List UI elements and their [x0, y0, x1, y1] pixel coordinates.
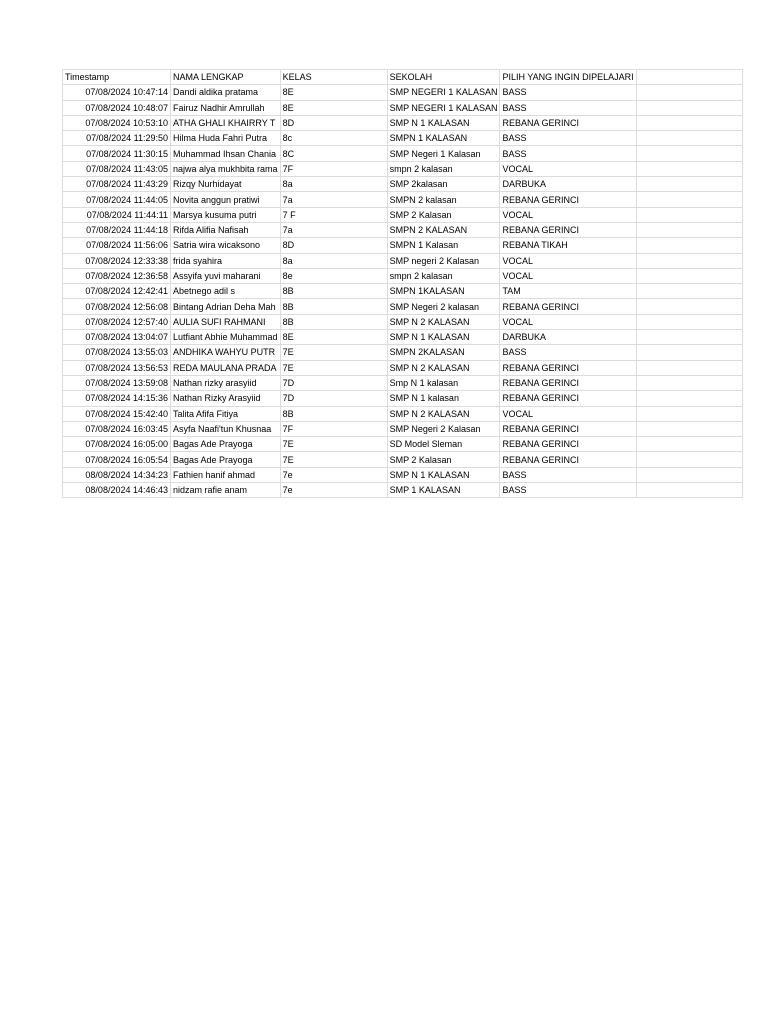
- table-row: [63, 467, 743, 482]
- empty-cell: [636, 222, 742, 237]
- class-cell: 7a: [280, 222, 387, 237]
- school-cell: SMPN 1 Kalasan: [387, 238, 500, 253]
- empty-cell: [636, 467, 742, 482]
- timestamp-cell: 07/08/2024 11:44:05: [63, 192, 171, 207]
- table-row: [63, 437, 743, 452]
- timestamp-cell: 07/08/2024 11:44:18: [63, 222, 171, 237]
- table-row: [63, 330, 743, 345]
- class-cell: 8e: [280, 268, 387, 283]
- name-cell: Talita Afifa Fitiya: [171, 406, 281, 421]
- table-row: [63, 161, 743, 176]
- name-cell: Bagas Ade Prayoga: [171, 437, 281, 452]
- class-cell: 8a: [280, 253, 387, 268]
- school-cell: SMP N 2 KALASAN: [387, 360, 500, 375]
- timestamp-cell: 07/08/2024 16:05:00: [63, 437, 171, 452]
- name-cell: Bagas Ade Prayoga: [171, 452, 281, 467]
- name-cell: Muhammad Ihsan Chania: [171, 146, 281, 161]
- timestamp-cell: 07/08/2024 16:05:54: [63, 452, 171, 467]
- table-row: [63, 421, 743, 436]
- table-row: [63, 483, 743, 498]
- name-cell: AULIA SUFI RAHMANI: [171, 314, 281, 329]
- choice-cell: REBANA TIKAH: [500, 238, 636, 253]
- timestamp-cell: 07/08/2024 10:47:14: [63, 85, 171, 100]
- empty-cell: [636, 85, 742, 100]
- empty-cell: [636, 345, 742, 360]
- choice-cell: BASS: [500, 100, 636, 115]
- name-cell: REDA MAULANA PRADA: [171, 360, 281, 375]
- class-cell: 7F: [280, 421, 387, 436]
- timestamp-cell: 07/08/2024 15:42:40: [63, 406, 171, 421]
- timestamp-cell: 07/08/2024 11:29:50: [63, 131, 171, 146]
- school-cell: SMP NEGERI 1 KALASAN: [387, 100, 500, 115]
- class-cell: 8a: [280, 177, 387, 192]
- school-cell: smpn 2 kalasan: [387, 268, 500, 283]
- name-cell: Hilma Huda Fahri Putra: [171, 131, 281, 146]
- choice-cell: BASS: [500, 467, 636, 482]
- name-cell: nidzam rafie anam: [171, 483, 281, 498]
- table-row: [63, 85, 743, 100]
- header-choice: PILIH YANG INGIN DIPELAJARI: [500, 70, 636, 85]
- timestamp-cell: 07/08/2024 12:33:38: [63, 253, 171, 268]
- choice-cell: DARBUKA: [500, 177, 636, 192]
- empty-cell: [636, 360, 742, 375]
- table-row: [63, 345, 743, 360]
- timestamp-cell: 07/08/2024 10:53:10: [63, 115, 171, 130]
- empty-cell: [636, 100, 742, 115]
- timestamp-cell: 07/08/2024 11:43:05: [63, 161, 171, 176]
- name-cell: Rifda Alifia Nafisah: [171, 222, 281, 237]
- school-cell: SMPN 1KALASAN: [387, 284, 500, 299]
- class-cell: 7E: [280, 360, 387, 375]
- table-row: [63, 238, 743, 253]
- school-cell: SMP 2 Kalasan: [387, 207, 500, 222]
- timestamp-cell: 07/08/2024 13:55:03: [63, 345, 171, 360]
- class-cell: 7a: [280, 192, 387, 207]
- name-cell: Marsya kusuma putri: [171, 207, 281, 222]
- class-cell: 8D: [280, 115, 387, 130]
- table-row: [63, 314, 743, 329]
- school-cell: Smp N 1 kalasan: [387, 375, 500, 390]
- school-cell: SMPN 2KALASAN: [387, 345, 500, 360]
- choice-cell: BASS: [500, 146, 636, 161]
- timestamp-cell: 07/08/2024 11:44:11: [63, 207, 171, 222]
- timestamp-cell: 07/08/2024 13:04:07: [63, 330, 171, 345]
- school-cell: SMP 2 Kalasan: [387, 452, 500, 467]
- class-cell: 8C: [280, 146, 387, 161]
- timestamp-cell: 07/08/2024 10:48:07: [63, 100, 171, 115]
- empty-cell: [636, 268, 742, 283]
- header-empty: [636, 70, 742, 85]
- table-row: [63, 360, 743, 375]
- timestamp-cell: 07/08/2024 13:59:08: [63, 375, 171, 390]
- school-cell: SMPN 2 KALASAN: [387, 222, 500, 237]
- choice-cell: VOCAL: [500, 314, 636, 329]
- choice-cell: REBANA GERINCI: [500, 375, 636, 390]
- table-row: [63, 452, 743, 467]
- header-timestamp: Timestamp: [63, 70, 171, 85]
- table-row: [63, 284, 743, 299]
- choice-cell: REBANA GERINCI: [500, 222, 636, 237]
- table-row: [63, 391, 743, 406]
- choice-cell: REBANA GERINCI: [500, 192, 636, 207]
- empty-cell: [636, 177, 742, 192]
- school-cell: SMP 1 KALASAN: [387, 483, 500, 498]
- table-row: [63, 375, 743, 390]
- class-cell: 7e: [280, 483, 387, 498]
- table-row: [63, 207, 743, 222]
- empty-cell: [636, 375, 742, 390]
- class-cell: 8B: [280, 299, 387, 314]
- header-name: NAMA LENGKAP: [171, 70, 281, 85]
- name-cell: Bintang Adrian Deha Mah: [171, 299, 281, 314]
- name-cell: Dandi aldika pratama: [171, 85, 281, 100]
- choice-cell: REBANA GERINCI: [500, 115, 636, 130]
- name-cell: frida syahira: [171, 253, 281, 268]
- header-school: SEKOLAH: [387, 70, 500, 85]
- school-cell: SMPN 1 KALASAN: [387, 131, 500, 146]
- header-row: [63, 70, 743, 85]
- choice-cell: BASS: [500, 131, 636, 146]
- choice-cell: VOCAL: [500, 253, 636, 268]
- table-row: [63, 268, 743, 283]
- table-body: [63, 70, 743, 498]
- school-cell: SMP N 1 KALASAN: [387, 467, 500, 482]
- class-cell: 7E: [280, 345, 387, 360]
- header-class: KELAS: [280, 70, 387, 85]
- choice-cell: VOCAL: [500, 406, 636, 421]
- table-row: [63, 299, 743, 314]
- timestamp-cell: 07/08/2024 11:43:29: [63, 177, 171, 192]
- empty-cell: [636, 391, 742, 406]
- name-cell: Nathan Rizky Arasyiid: [171, 391, 281, 406]
- name-cell: najwa alya mukhbita rama: [171, 161, 281, 176]
- empty-cell: [636, 207, 742, 222]
- class-cell: 7D: [280, 375, 387, 390]
- empty-cell: [636, 115, 742, 130]
- timestamp-cell: 08/08/2024 14:46:43: [63, 483, 171, 498]
- table-row: [63, 131, 743, 146]
- timestamp-cell: 07/08/2024 12:57:40: [63, 314, 171, 329]
- class-cell: 8D: [280, 238, 387, 253]
- choice-cell: REBANA GERINCI: [500, 360, 636, 375]
- class-cell: 7e: [280, 467, 387, 482]
- name-cell: Fairuz Nadhir Amrullah: [171, 100, 281, 115]
- choice-cell: REBANA GERINCI: [500, 452, 636, 467]
- class-cell: 7F: [280, 161, 387, 176]
- timestamp-cell: 07/08/2024 12:42:41: [63, 284, 171, 299]
- choice-cell: TAM: [500, 284, 636, 299]
- school-cell: SMPN 2 kalasan: [387, 192, 500, 207]
- choice-cell: DARBUKA: [500, 330, 636, 345]
- table-row: [63, 192, 743, 207]
- name-cell: Assyifa yuvi maharani: [171, 268, 281, 283]
- choice-cell: REBANA GERINCI: [500, 437, 636, 452]
- timestamp-cell: 07/08/2024 14:15:36: [63, 391, 171, 406]
- class-cell: 7E: [280, 452, 387, 467]
- school-cell: SMP 2kalasan: [387, 177, 500, 192]
- school-cell: SMP N 1 kalasan: [387, 391, 500, 406]
- table-row: [63, 406, 743, 421]
- empty-cell: [636, 253, 742, 268]
- timestamp-cell: 08/08/2024 14:34:23: [63, 467, 171, 482]
- choice-cell: VOCAL: [500, 268, 636, 283]
- choice-cell: REBANA GERINCI: [500, 421, 636, 436]
- name-cell: Rizqy Nurhidayat: [171, 177, 281, 192]
- name-cell: ANDHIKA WAHYU PUTR: [171, 345, 281, 360]
- school-cell: SMP NEGERI 1 KALASAN: [387, 85, 500, 100]
- table-row: [63, 253, 743, 268]
- class-cell: 8E: [280, 85, 387, 100]
- empty-cell: [636, 452, 742, 467]
- name-cell: Asyfa Naafi'tun Khusnaa: [171, 421, 281, 436]
- empty-cell: [636, 284, 742, 299]
- name-cell: Lutfiant Abhie Muhammad: [171, 330, 281, 345]
- class-cell: 8E: [280, 330, 387, 345]
- name-cell: Fathien hanif ahmad: [171, 467, 281, 482]
- empty-cell: [636, 421, 742, 436]
- choice-cell: BASS: [500, 483, 636, 498]
- empty-cell: [636, 406, 742, 421]
- school-cell: SMP Negeri 1 Kalasan: [387, 146, 500, 161]
- spreadsheet-table: [62, 69, 743, 498]
- name-cell: Novita anggun pratiwi: [171, 192, 281, 207]
- school-cell: SMP N 2 KALASAN: [387, 406, 500, 421]
- school-cell: SMP N 2 KALASAN: [387, 314, 500, 329]
- table-row: [63, 146, 743, 161]
- choice-cell: REBANA GERINCI: [500, 391, 636, 406]
- school-cell: SMP N 1 KALASAN: [387, 115, 500, 130]
- table-row: [63, 177, 743, 192]
- table-row: [63, 115, 743, 130]
- name-cell: ATHA GHALI KHAIRRY T: [171, 115, 281, 130]
- choice-cell: REBANA GERINCI: [500, 299, 636, 314]
- class-cell: 7D: [280, 391, 387, 406]
- empty-cell: [636, 146, 742, 161]
- name-cell: Abetnego adil s: [171, 284, 281, 299]
- choice-cell: BASS: [500, 345, 636, 360]
- empty-cell: [636, 161, 742, 176]
- class-cell: 8c: [280, 131, 387, 146]
- class-cell: 8E: [280, 100, 387, 115]
- class-cell: 8B: [280, 314, 387, 329]
- empty-cell: [636, 314, 742, 329]
- empty-cell: [636, 131, 742, 146]
- table-row: [63, 222, 743, 237]
- class-cell: 8B: [280, 406, 387, 421]
- school-cell: SD Model Sleman: [387, 437, 500, 452]
- timestamp-cell: 07/08/2024 16:03:45: [63, 421, 171, 436]
- empty-cell: [636, 483, 742, 498]
- choice-cell: BASS: [500, 85, 636, 100]
- school-cell: SMP N 1 KALASAN: [387, 330, 500, 345]
- choice-cell: VOCAL: [500, 207, 636, 222]
- timestamp-cell: 07/08/2024 12:56:08: [63, 299, 171, 314]
- empty-cell: [636, 330, 742, 345]
- choice-cell: VOCAL: [500, 161, 636, 176]
- timestamp-cell: 07/08/2024 11:30:15: [63, 146, 171, 161]
- class-cell: 8B: [280, 284, 387, 299]
- timestamp-cell: 07/08/2024 13:56:53: [63, 360, 171, 375]
- empty-cell: [636, 238, 742, 253]
- class-cell: 7 F: [280, 207, 387, 222]
- empty-cell: [636, 437, 742, 452]
- name-cell: Nathan rizky arasyiid: [171, 375, 281, 390]
- empty-cell: [636, 299, 742, 314]
- empty-cell: [636, 192, 742, 207]
- table-row: [63, 100, 743, 115]
- school-cell: SMP Negeri 2 Kalasan: [387, 421, 500, 436]
- class-cell: 7E: [280, 437, 387, 452]
- timestamp-cell: 07/08/2024 12:36:58: [63, 268, 171, 283]
- timestamp-cell: 07/08/2024 11:56:06: [63, 238, 171, 253]
- school-cell: SMP negeri 2 Kalasan: [387, 253, 500, 268]
- name-cell: Satria wira wicaksono: [171, 238, 281, 253]
- school-cell: smpn 2 kalasan: [387, 161, 500, 176]
- school-cell: SMP Negeri 2 kalasan: [387, 299, 500, 314]
